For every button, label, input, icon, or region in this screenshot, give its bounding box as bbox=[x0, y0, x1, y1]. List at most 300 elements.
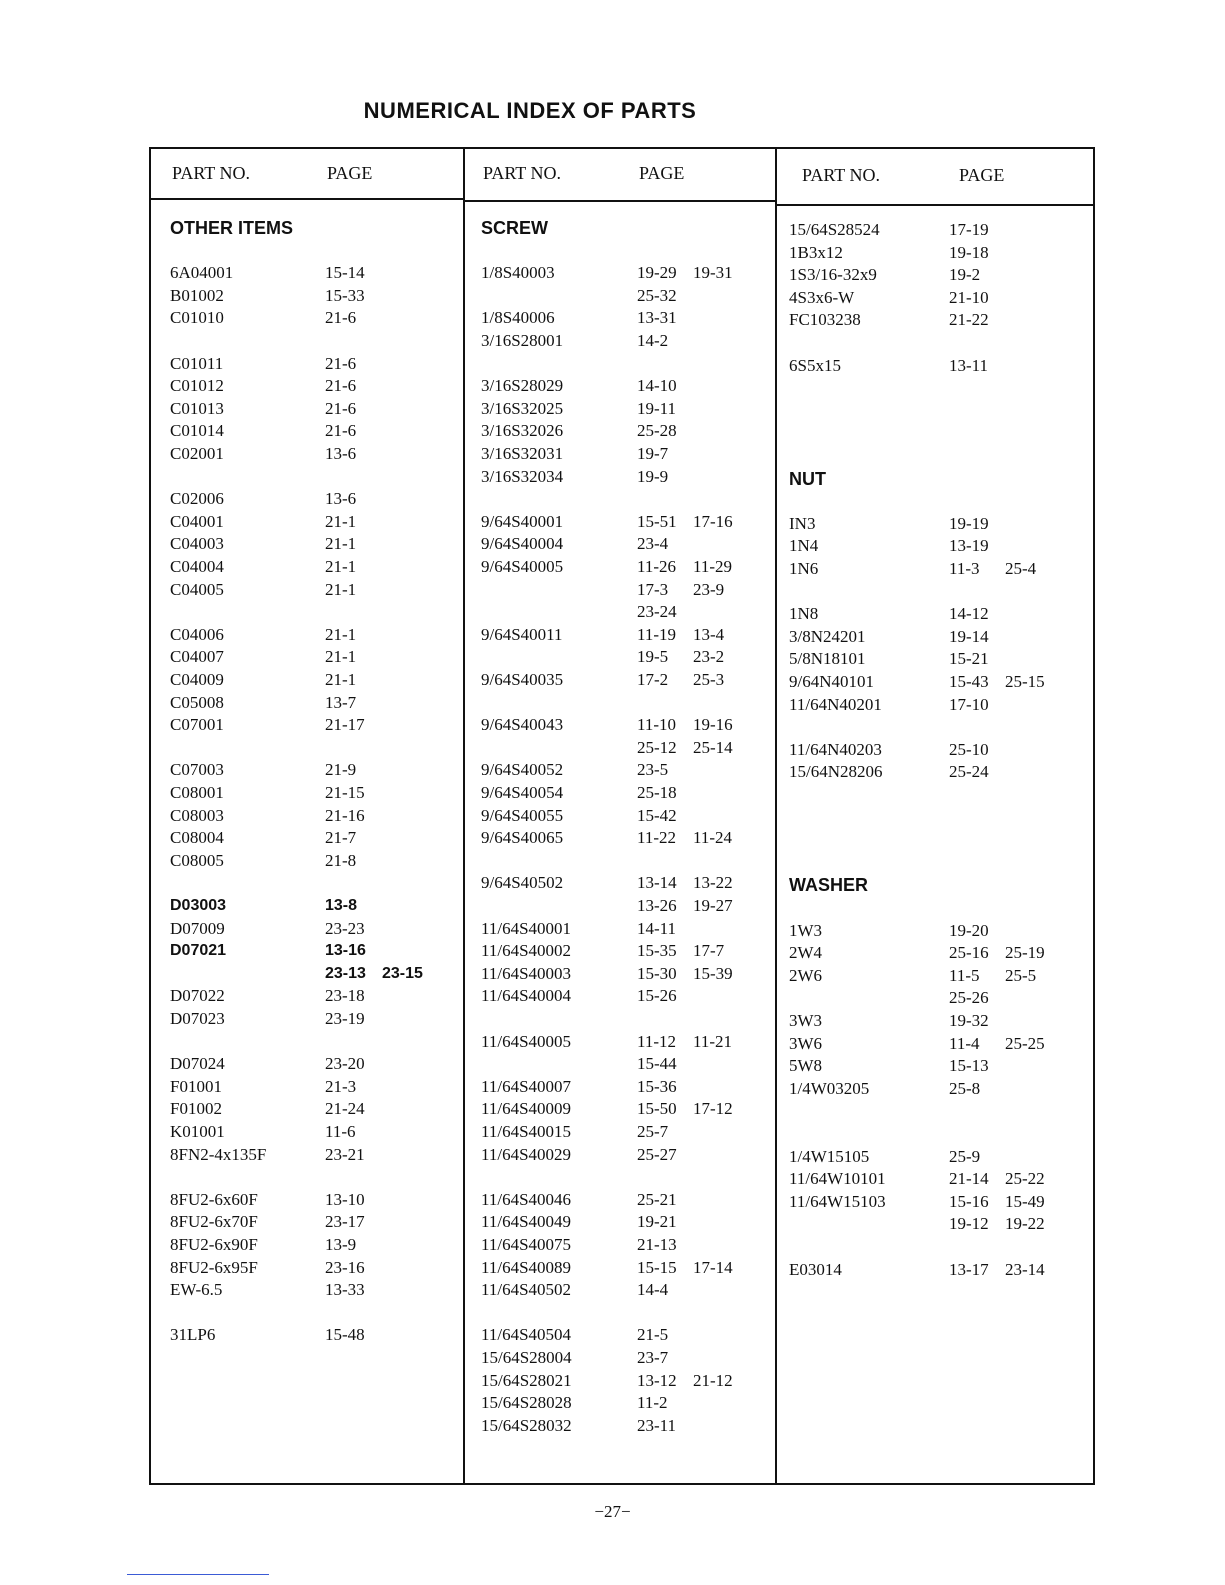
table-row bbox=[777, 1055, 1089, 1078]
column-header bbox=[465, 147, 777, 202]
part-number: 11/64S40046 bbox=[481, 1189, 572, 1209]
part-number: C04005 bbox=[170, 579, 224, 599]
table-row bbox=[777, 1146, 1089, 1169]
page-ref: 21-1 bbox=[325, 557, 357, 576]
page-ref: 19-14 bbox=[949, 626, 989, 646]
table-row bbox=[465, 646, 777, 669]
part-number: 3W3 bbox=[789, 1011, 823, 1030]
page-ref: 25-26 bbox=[949, 988, 989, 1008]
table-row bbox=[777, 264, 1089, 287]
page-ref: 15-26 bbox=[637, 986, 677, 1006]
part-number: 3W6 bbox=[789, 1033, 823, 1053]
part-number: 1N6 bbox=[789, 559, 819, 578]
table-row bbox=[465, 330, 777, 353]
table-row bbox=[777, 1078, 1089, 1101]
page-ref: 21-1 bbox=[325, 670, 357, 689]
page-ref: 15-36 bbox=[637, 1076, 677, 1096]
table-row bbox=[465, 533, 777, 556]
table-row bbox=[151, 420, 463, 443]
table-row bbox=[151, 579, 463, 602]
table-row bbox=[777, 535, 1089, 558]
page-ref: 21-1 bbox=[325, 624, 357, 644]
page-number: −27− bbox=[594, 1502, 631, 1521]
page-ref: 25-24 bbox=[949, 762, 989, 782]
table-row bbox=[465, 985, 777, 1008]
part-number: 8FN2-4x135F bbox=[170, 1144, 267, 1164]
part-number: 4S3x6-W bbox=[789, 287, 855, 307]
part-number: C02001 bbox=[170, 444, 224, 463]
table-row bbox=[151, 1257, 463, 1280]
part-no-header: PART NO. bbox=[802, 165, 880, 185]
part-number: 11/64S40075 bbox=[481, 1235, 572, 1254]
table-row bbox=[151, 1144, 463, 1167]
table-row bbox=[465, 895, 777, 918]
part-number: C08004 bbox=[170, 828, 224, 848]
part-number: 9/64N40101 bbox=[789, 672, 874, 691]
page-ref: 14-11 bbox=[637, 918, 677, 938]
table-row bbox=[151, 1098, 463, 1121]
part-number: E03014 bbox=[789, 1259, 842, 1279]
page-ref: 23-4 bbox=[637, 534, 669, 554]
table-row bbox=[151, 940, 463, 963]
part-number: EW-6.5 bbox=[170, 1280, 223, 1300]
part-number: 5W8 bbox=[789, 1056, 823, 1076]
page-ref: 13-19 bbox=[949, 536, 989, 556]
page-ref: 11-10 bbox=[637, 715, 677, 735]
page-ref: 17-10 bbox=[949, 694, 989, 714]
table-row bbox=[465, 1211, 777, 1234]
page-ref: 13-16 bbox=[325, 942, 366, 960]
part-number: 15/64S28004 bbox=[481, 1348, 572, 1367]
part-number: C01010 bbox=[170, 308, 224, 328]
table-row bbox=[151, 1234, 463, 1257]
table-row bbox=[465, 307, 777, 330]
table-row bbox=[465, 375, 777, 398]
table-row bbox=[465, 511, 777, 534]
table-row bbox=[465, 1076, 777, 1099]
table-row bbox=[777, 920, 1089, 943]
table-row bbox=[151, 533, 463, 556]
section-label: NUT bbox=[789, 468, 826, 489]
page-ref-secondary: 23-14 bbox=[1005, 1259, 1045, 1279]
part-number: 9/64S40052 bbox=[481, 760, 564, 780]
part-number: C01011 bbox=[170, 353, 224, 373]
page-ref: 21-6 bbox=[325, 398, 357, 418]
page-ref: 15-21 bbox=[949, 649, 989, 669]
table-row bbox=[777, 513, 1089, 536]
part-number: C07003 bbox=[170, 760, 224, 780]
part-number: FC103238 bbox=[789, 310, 861, 330]
page-ref: 11-19 bbox=[637, 624, 677, 644]
table-row bbox=[465, 1257, 777, 1280]
page-ref: 25-21 bbox=[637, 1189, 677, 1209]
table-row bbox=[151, 307, 463, 330]
part-number: 8FU2-6x70F bbox=[170, 1212, 258, 1232]
table-row bbox=[151, 805, 463, 828]
part-number: 8FU2-6x90F bbox=[170, 1235, 258, 1254]
page-ref: 11-22 bbox=[637, 828, 677, 848]
table-row bbox=[151, 1189, 463, 1212]
page-ref: 23-24 bbox=[637, 602, 677, 622]
section-label: OTHER ITEMS bbox=[170, 218, 294, 238]
part-number: C02006 bbox=[170, 489, 224, 509]
table-row bbox=[465, 398, 777, 421]
table-row bbox=[465, 827, 777, 850]
table-row bbox=[777, 1213, 1089, 1236]
page-ref: 21-9 bbox=[325, 760, 357, 780]
page-ref-secondary: 23-9 bbox=[693, 579, 725, 599]
page-ref: 13-9 bbox=[325, 1235, 357, 1254]
table-row bbox=[465, 1324, 777, 1347]
page-ref: 15-14 bbox=[325, 263, 365, 283]
page-ref: 19-32 bbox=[949, 1011, 989, 1030]
table-row bbox=[465, 624, 777, 647]
part-number: D07009 bbox=[170, 918, 225, 938]
page-ref: 25-10 bbox=[949, 739, 989, 759]
page-ref: 15-16 bbox=[949, 1191, 989, 1211]
part-number: 11/64S40029 bbox=[481, 1144, 572, 1164]
part-number: D07022 bbox=[170, 986, 225, 1006]
page-ref: 21-22 bbox=[949, 310, 989, 330]
table-row bbox=[151, 963, 463, 986]
page-ref: 13-17 bbox=[949, 1259, 989, 1279]
part-number: 15/64N28206 bbox=[789, 762, 883, 782]
index-column-2 bbox=[465, 147, 777, 1485]
page-ref-secondary: 25-22 bbox=[1005, 1169, 1045, 1189]
part-number: C04003 bbox=[170, 534, 224, 554]
part-number: 8FU2-6x60F bbox=[170, 1189, 258, 1209]
page-ref: 23-18 bbox=[325, 986, 365, 1006]
page-ref-secondary: 25-19 bbox=[1005, 943, 1045, 963]
page-ref-secondary: 13-22 bbox=[693, 873, 733, 893]
table-row bbox=[151, 556, 463, 579]
part-number: 15/64S28028 bbox=[481, 1393, 572, 1413]
part-number: 3/16S32026 bbox=[481, 421, 564, 441]
page-ref: 13-6 bbox=[325, 489, 357, 509]
table-row bbox=[151, 850, 463, 873]
part-number: 11/64S40005 bbox=[481, 1031, 572, 1051]
table-row bbox=[465, 963, 777, 986]
part-number: 15/64S28524 bbox=[789, 220, 880, 239]
section-heading bbox=[151, 217, 463, 240]
table-row bbox=[777, 739, 1089, 762]
part-number: 15/64S28021 bbox=[481, 1370, 572, 1390]
page-ref: 13-33 bbox=[325, 1280, 365, 1300]
part-number: 3/16S32025 bbox=[481, 398, 564, 418]
table-row bbox=[465, 420, 777, 443]
part-number: 1/8S40003 bbox=[481, 263, 555, 283]
page-ref: 19-11 bbox=[637, 398, 677, 418]
page-ref: 23-21 bbox=[325, 1144, 365, 1164]
part-number: D03003 bbox=[170, 897, 227, 914]
page-ref: 17-19 bbox=[949, 220, 989, 239]
table-row bbox=[777, 761, 1089, 784]
table-row bbox=[777, 1191, 1089, 1214]
part-number: IN3 bbox=[789, 513, 816, 533]
page-ref: 15-33 bbox=[325, 285, 365, 305]
page-ref: 13-7 bbox=[325, 692, 357, 712]
page-ref-secondary: 25-3 bbox=[693, 670, 725, 689]
page-ref-secondary: 23-15 bbox=[382, 964, 423, 982]
table-row bbox=[465, 1189, 777, 1212]
table-row bbox=[465, 669, 777, 692]
part-number: 1/4W03205 bbox=[789, 1078, 870, 1098]
page-ref: 25-28 bbox=[637, 421, 677, 441]
page-ref: 15-44 bbox=[637, 1054, 677, 1074]
page-ref: 15-15 bbox=[637, 1257, 677, 1277]
part-number: C08001 bbox=[170, 783, 224, 802]
page-ref: 23-19 bbox=[325, 1009, 365, 1028]
page-ref: 15-42 bbox=[637, 805, 677, 825]
part-number: 11/64S40001 bbox=[481, 918, 572, 938]
page-ref: 19-20 bbox=[949, 920, 989, 940]
table-row bbox=[777, 219, 1089, 242]
table-row bbox=[465, 601, 777, 624]
table-row bbox=[777, 626, 1089, 649]
page-ref: 23-13 bbox=[325, 964, 366, 982]
table-row bbox=[777, 965, 1089, 988]
table-row bbox=[151, 398, 463, 421]
part-number: 9/64S40065 bbox=[481, 828, 564, 848]
table-row bbox=[151, 1279, 463, 1302]
table-row bbox=[151, 759, 463, 782]
table-row bbox=[151, 827, 463, 850]
part-number: 5/8N18101 bbox=[789, 649, 866, 669]
table-row bbox=[465, 759, 777, 782]
part-number: 11/64S40004 bbox=[481, 986, 572, 1006]
footer-link-underline[interactable] bbox=[127, 1574, 269, 1575]
page-ref: 23-11 bbox=[637, 1415, 677, 1435]
table-row bbox=[777, 558, 1089, 581]
page-ref: 11-5 bbox=[949, 965, 980, 985]
part-number: 3/16S28029 bbox=[481, 376, 564, 396]
page-ref: 19-18 bbox=[949, 242, 989, 262]
part-number: D07023 bbox=[170, 1009, 225, 1028]
table-row bbox=[151, 985, 463, 1008]
table-row bbox=[777, 1010, 1089, 1033]
page-ref: 25-27 bbox=[637, 1144, 677, 1164]
index-column-1 bbox=[151, 147, 463, 1485]
part-number: C01013 bbox=[170, 398, 224, 418]
column-header bbox=[777, 147, 1089, 202]
table-row bbox=[777, 355, 1089, 378]
part-number: C01012 bbox=[170, 376, 224, 396]
page-ref: 15-13 bbox=[949, 1056, 989, 1076]
table-row bbox=[465, 579, 777, 602]
part-number: 9/64S40004 bbox=[481, 534, 564, 554]
page-ref: 21-5 bbox=[637, 1325, 669, 1345]
section-heading bbox=[777, 874, 1089, 897]
table-row bbox=[777, 287, 1089, 310]
page-ref: 15-48 bbox=[325, 1325, 365, 1345]
part-number: 6S5x15 bbox=[789, 355, 841, 375]
table-row bbox=[465, 1121, 777, 1144]
part-number: C07001 bbox=[170, 715, 224, 735]
part-number: 2W4 bbox=[789, 943, 823, 963]
table-row bbox=[777, 987, 1089, 1010]
section-heading bbox=[777, 468, 1089, 491]
part-number: 1N8 bbox=[789, 604, 819, 624]
part-number: 2W6 bbox=[789, 965, 823, 985]
part-number: 6A04001 bbox=[170, 263, 234, 283]
page-header: PAGE bbox=[959, 165, 1005, 185]
table-row bbox=[777, 1033, 1089, 1056]
header-rule bbox=[465, 200, 775, 202]
part-number: 1B3x12 bbox=[789, 242, 843, 262]
part-number: B01002 bbox=[170, 285, 224, 305]
table-row bbox=[777, 671, 1089, 694]
table-row bbox=[465, 1098, 777, 1121]
table-row bbox=[465, 466, 777, 489]
table-row bbox=[151, 443, 463, 466]
page-ref-secondary: 19-31 bbox=[693, 263, 733, 283]
page-ref: 23-5 bbox=[637, 760, 669, 780]
page-ref: 21-10 bbox=[949, 287, 989, 307]
table-row bbox=[151, 895, 463, 918]
page-ref-secondary: 19-22 bbox=[1005, 1214, 1045, 1234]
page-ref-secondary: 25-14 bbox=[693, 737, 733, 757]
table-row bbox=[465, 1347, 777, 1370]
page-header: PAGE bbox=[327, 163, 373, 183]
page-ref: 15-35 bbox=[637, 941, 677, 961]
part-number: C08003 bbox=[170, 805, 224, 825]
page-ref: 13-12 bbox=[637, 1370, 677, 1390]
part-number: 9/64S40055 bbox=[481, 805, 564, 825]
page-ref-secondary: 25-5 bbox=[1005, 965, 1037, 985]
page-ref: 21-6 bbox=[325, 421, 357, 441]
page-ref-secondary: 19-27 bbox=[693, 896, 733, 915]
table-row bbox=[465, 443, 777, 466]
part-number: 11/64S40049 bbox=[481, 1212, 572, 1232]
page-ref-secondary: 17-14 bbox=[693, 1257, 733, 1277]
page-ref: 25-7 bbox=[637, 1122, 669, 1141]
page-ref-secondary: 15-39 bbox=[693, 963, 733, 983]
page-ref: 11-6 bbox=[325, 1122, 356, 1141]
table-row bbox=[151, 669, 463, 692]
page-title: NUMERICAL INDEX OF PARTS bbox=[363, 98, 697, 123]
page-ref: 21-14 bbox=[949, 1169, 989, 1189]
page-ref-secondary: 11-21 bbox=[693, 1031, 733, 1051]
page-ref: 19-9 bbox=[637, 466, 669, 486]
page-ref-secondary: 25-25 bbox=[1005, 1033, 1045, 1053]
table-row bbox=[151, 285, 463, 308]
table-row bbox=[151, 1121, 463, 1144]
table-row bbox=[151, 624, 463, 647]
page-ref: 15-30 bbox=[637, 963, 677, 983]
part-number: 11/64W15103 bbox=[789, 1191, 886, 1211]
page-ref: 15-50 bbox=[637, 1099, 677, 1119]
table-row bbox=[151, 692, 463, 715]
table-row bbox=[465, 714, 777, 737]
page-ref: 11-2 bbox=[637, 1393, 668, 1413]
part-number: 9/64S40054 bbox=[481, 783, 564, 802]
page-ref: 23-23 bbox=[325, 918, 365, 938]
page-ref: 21-8 bbox=[325, 850, 357, 870]
page-ref: 14-10 bbox=[637, 376, 677, 396]
page-ref: 17-2 bbox=[637, 670, 669, 689]
part-number: 9/64S40005 bbox=[481, 557, 564, 576]
page-ref: 13-31 bbox=[637, 308, 677, 328]
part-number: F01001 bbox=[170, 1076, 222, 1096]
part-number: 9/64S40035 bbox=[481, 670, 564, 689]
part-number: C04009 bbox=[170, 670, 224, 689]
page-ref: 17-3 bbox=[637, 579, 669, 599]
table-row bbox=[151, 1211, 463, 1234]
header-rule bbox=[777, 204, 1093, 206]
table-row bbox=[777, 309, 1089, 332]
part-number: 11/64S40089 bbox=[481, 1257, 572, 1277]
table-row bbox=[777, 942, 1089, 965]
page-ref-secondary: 13-4 bbox=[693, 624, 725, 644]
page-ref: 15-51 bbox=[637, 511, 677, 531]
part-number: 9/64S40001 bbox=[481, 511, 564, 531]
part-number: C04001 bbox=[170, 511, 224, 531]
part-number: 15/64S28032 bbox=[481, 1415, 572, 1435]
part-number: 31LP6 bbox=[170, 1325, 216, 1345]
table-row bbox=[777, 1259, 1089, 1282]
page-ref: 23-17 bbox=[325, 1212, 365, 1232]
part-number: 1W3 bbox=[789, 920, 823, 940]
page-ref: 13-26 bbox=[637, 896, 677, 915]
page-ref: 21-6 bbox=[325, 308, 357, 328]
part-number: C05008 bbox=[170, 692, 224, 712]
page-ref: 21-15 bbox=[325, 783, 365, 802]
table-row bbox=[151, 1053, 463, 1076]
page-ref: 14-4 bbox=[637, 1280, 669, 1300]
page-ref: 21-6 bbox=[325, 353, 357, 373]
page-ref: 21-16 bbox=[325, 805, 365, 825]
section-label: SCREW bbox=[481, 218, 548, 238]
part-number: 11/64S40009 bbox=[481, 1099, 572, 1119]
part-number: 11/64S40002 bbox=[481, 941, 572, 961]
part-number: 1N4 bbox=[789, 536, 819, 556]
part-number: D07024 bbox=[170, 1054, 225, 1074]
table-row bbox=[465, 1144, 777, 1167]
table-row bbox=[777, 242, 1089, 265]
table-row bbox=[777, 694, 1089, 717]
table-row bbox=[465, 737, 777, 760]
table-row bbox=[151, 353, 463, 376]
table-row bbox=[151, 918, 463, 941]
table-row bbox=[151, 714, 463, 737]
page-ref: 13-11 bbox=[949, 355, 989, 375]
index-column-3 bbox=[777, 147, 1089, 1485]
page-ref: 11-3 bbox=[949, 559, 980, 578]
page-ref-secondary: 17-12 bbox=[693, 1099, 733, 1119]
page-ref: 21-3 bbox=[325, 1076, 357, 1096]
table-row bbox=[465, 1053, 777, 1076]
part-number: 3/16S32031 bbox=[481, 444, 564, 463]
part-number: C04007 bbox=[170, 647, 224, 667]
page-ref: 13-6 bbox=[325, 444, 357, 463]
table-row bbox=[465, 262, 777, 285]
table-row bbox=[151, 1008, 463, 1031]
page-ref: 13-8 bbox=[325, 897, 358, 914]
column-header bbox=[151, 147, 463, 202]
page-ref: 25-9 bbox=[949, 1146, 981, 1166]
page-ref: 21-1 bbox=[325, 647, 357, 667]
page-ref: 21-24 bbox=[325, 1099, 365, 1119]
page-ref-secondary: 25-4 bbox=[1005, 559, 1037, 578]
page-ref-secondary: 11-29 bbox=[693, 557, 733, 576]
table-row bbox=[465, 285, 777, 308]
part-no-header: PART NO. bbox=[483, 163, 561, 183]
page-ref: 19-19 bbox=[949, 513, 989, 533]
section-label: WASHER bbox=[789, 875, 869, 896]
page-ref-secondary: 17-16 bbox=[693, 511, 733, 531]
part-number: 3/16S32034 bbox=[481, 466, 564, 486]
section-heading bbox=[465, 217, 777, 240]
